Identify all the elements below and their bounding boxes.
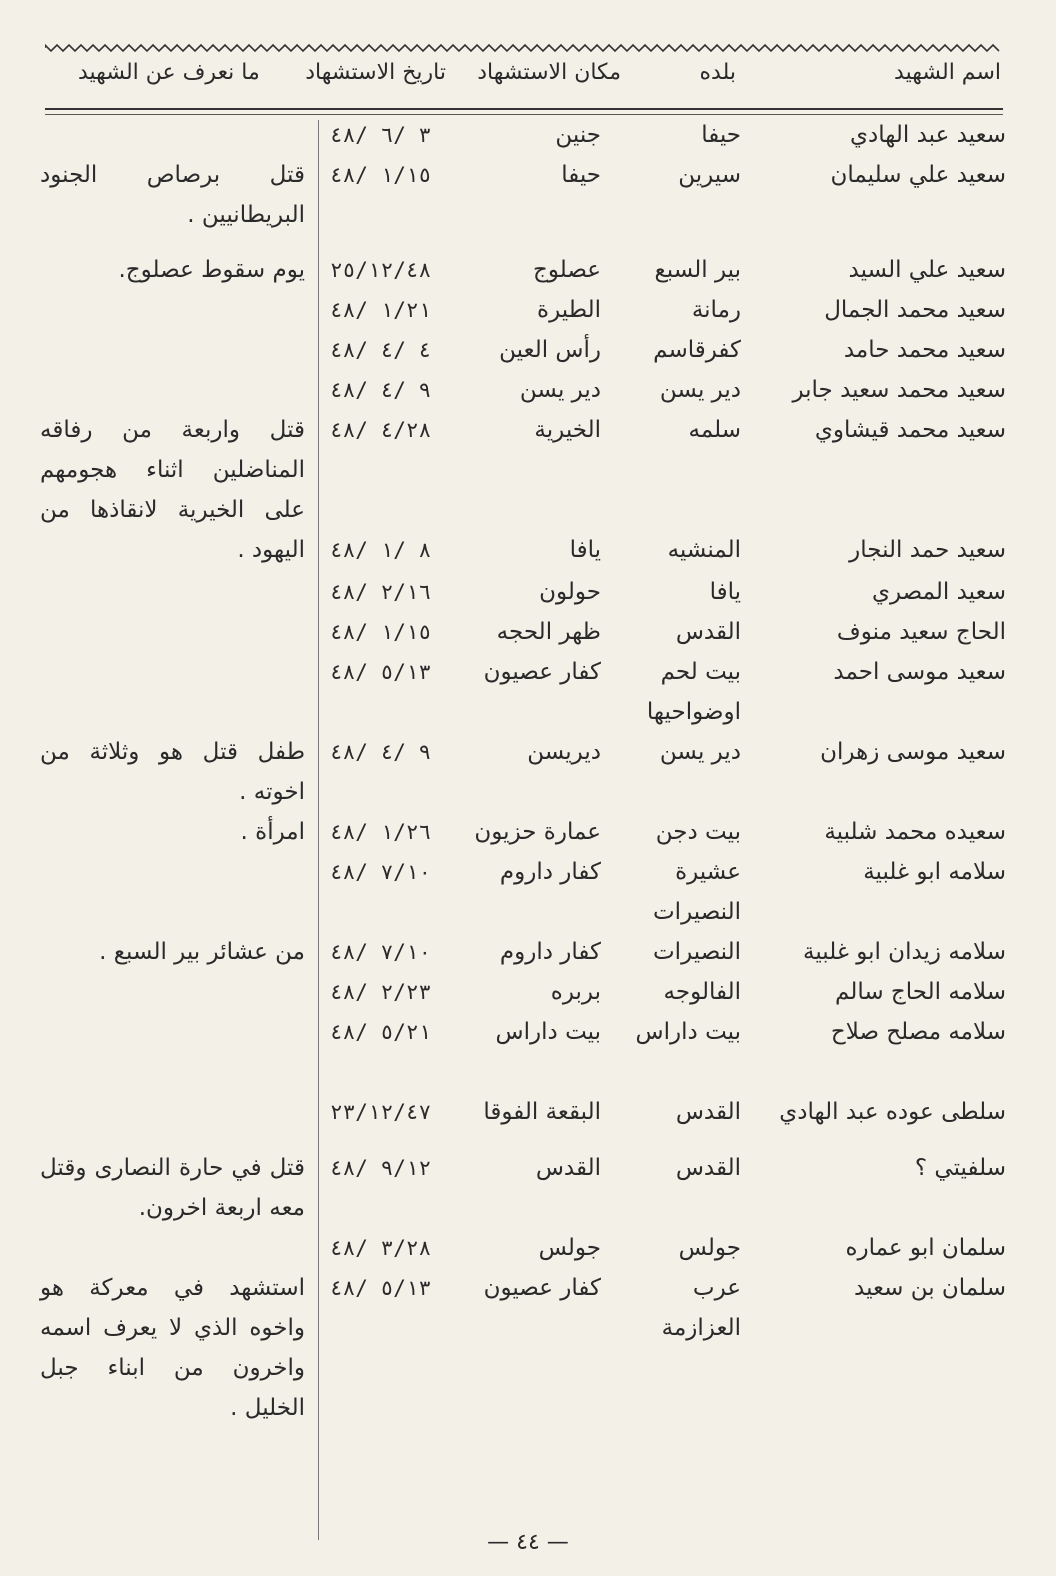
martyr-note: استشهد في معركة هو واخوه الذي لا يعرف اسمه واخرون من ابناء جبل الخليل . [40, 1275, 305, 1421]
martyrdom-date: ٥/٢١ /٤٨ [330, 1020, 432, 1044]
martyrdom-place: كفار عصيون [483, 659, 601, 685]
martyrdom-place: حيفا [561, 162, 601, 188]
martyr-name: سلامه الحاج سالم [835, 979, 1006, 1005]
martyr-town: سلمه [688, 417, 741, 443]
martyrdom-place: رأس العين [499, 337, 601, 363]
martyr-town: بيت لحم اوضواحيها [646, 659, 741, 725]
martyrdom-place: دير يسن [519, 377, 601, 403]
martyrdom-place: كفار عصيون [483, 1275, 601, 1301]
martyrdom-date: ٢/١٦ /٤٨ [330, 580, 432, 604]
martyr-town: الفالوجه [663, 979, 741, 1005]
martyr-town: جولس [678, 1235, 741, 1261]
martyrdom-date: ٥/١٣ /٤٨ [330, 660, 432, 684]
martyr-name: سعيد محمد الجمال [824, 297, 1006, 323]
martyr-town: القدس [675, 1155, 741, 1181]
martyr-name: سعيد محمد حامد [843, 337, 1006, 363]
header-note: ما نعرف عن الشهيد [78, 60, 260, 85]
martyrdom-place: يافا [569, 537, 601, 563]
martyr-town: القدس [675, 619, 741, 645]
martyrdom-date: ١/٢١ /٤٨ [330, 298, 432, 322]
martyr-town: عشيرة النصيرات [653, 859, 741, 925]
martyrdom-date: ٧/١٠ /٤٨ [330, 860, 432, 884]
martyr-town: سيرين [678, 162, 741, 188]
martyr-name: سلامه مصلح صلاح [830, 1019, 1006, 1045]
martyrdom-place: جنين [555, 122, 601, 148]
wavy-top-rule [45, 40, 1003, 56]
martyrdom-date: ٥/١٣ /٤٨ [330, 1276, 432, 1300]
martyrdom-place: كفار داروم [499, 859, 601, 885]
martyrdom-date: ٢٥/١٢/٤٨ [330, 258, 432, 282]
martyrdom-date: ٨ /١ /٤٨ [330, 538, 432, 562]
martyrdom-place: حولون [539, 579, 601, 605]
martyrdom-place: بربره [550, 979, 601, 1005]
martyr-name: سعيد موسى زهران [820, 739, 1006, 765]
martyrdom-place: عمارة حزيون [474, 819, 601, 845]
header-place: مكان الاستشهاد [477, 60, 621, 85]
martyrdom-place: الخيرية [534, 417, 601, 443]
martyrdom-date: ٩ /٤ /٤٨ [330, 740, 432, 764]
martyr-town: رمانة [691, 297, 741, 323]
martyr-town: المنشيه [667, 537, 741, 563]
martyrdom-place: كفار داروم [499, 939, 601, 965]
header-date: تاريخ الاستشهاد [305, 60, 446, 85]
martyr-name: سعيده محمد شلبية [824, 819, 1006, 845]
martyrdom-place: عصلوج [532, 257, 601, 283]
martyr-town: بيت داراس [635, 1019, 741, 1045]
martyrdom-date: ٢٣/١٢/٤٧ [330, 1100, 432, 1124]
martyrdom-place: ظهر الحجه [496, 619, 601, 645]
martyr-note: قتل برصاص الجنود البريطانيين . [40, 162, 305, 228]
martyr-town: عرب العزازمة [661, 1275, 741, 1341]
martyr-name: سلطى عوده عبد الهادي [779, 1099, 1006, 1125]
header-town: بلده [699, 60, 736, 85]
martyr-name: سلفيتي ؟ [914, 1155, 1006, 1181]
martyrdom-place: ديريسن [527, 739, 601, 765]
martyr-note: قتل في حارة النصارى وقتل معه اربعة اخرون. [40, 1155, 305, 1221]
martyrdom-date: ٤ /٤ /٤٨ [330, 338, 432, 362]
martyr-name: سعيد المصري [871, 579, 1006, 605]
martyr-town: بيت دجن [655, 819, 741, 845]
header-rule [45, 108, 1003, 110]
martyr-name: سلمان بن سعيد [854, 1275, 1006, 1301]
martyrdom-place: البقعة الفوقا [483, 1099, 601, 1125]
martyrdom-date: ٣ /٦ /٤٨ [330, 123, 432, 147]
martyrdom-place: القدس [535, 1155, 601, 1181]
martyr-note: قتل واربعة من رفاقه المناضلين اثناء هجومهم على الخيرية لانقاذها من اليهود . [40, 417, 305, 563]
martyr-name: سعيد محمد سعيد جابر [792, 377, 1006, 403]
notes-column-divider [318, 120, 319, 1540]
martyrdom-place: جولس [538, 1235, 601, 1261]
martyr-note: من عشائر بير السبع . [99, 939, 305, 965]
martyrdom-date: ١/١٥ /٤٨ [330, 163, 432, 187]
martyrdom-place: بيت داراس [495, 1019, 601, 1045]
martyr-town: بير السبع [654, 257, 741, 283]
martyr-name: سلامه زيدان ابو غلبية [803, 939, 1006, 965]
martyr-name: سعيد علي السيد [848, 257, 1006, 283]
martyr-name: سعيد محمد قيشاوي [814, 417, 1006, 443]
martyrdom-date: ٣/٢٨ /٤٨ [330, 1236, 432, 1260]
martyr-name: سعيد حمد النجار [849, 537, 1006, 563]
martyr-name: سعيد موسى احمد [833, 659, 1006, 685]
martyr-name: سعيد عبد الهادي [850, 122, 1006, 148]
page-number: — ٤٤ — [487, 1530, 569, 1555]
header-name: اسم الشهيد [894, 60, 1001, 85]
martyrdom-date: ١/١٥ /٤٨ [330, 620, 432, 644]
martyr-town: القدس [675, 1099, 741, 1125]
martyr-town: دير يسن [659, 739, 741, 765]
martyr-town: حيفا [701, 122, 741, 148]
martyr-town: يافا [709, 579, 741, 605]
martyr-name: سلامه ابو غلبية [863, 859, 1006, 885]
martyr-note: يوم سقوط عصلوج. [118, 257, 305, 283]
martyrdom-date: ٩ /٤ /٤٨ [330, 378, 432, 402]
martyr-town: النصيرات [653, 939, 741, 965]
martyr-name: الحاج سعيد منوف [836, 619, 1006, 645]
martyrdom-date: ١/٢٦ /٤٨ [330, 820, 432, 844]
martyrdom-date: ٧/١٠ /٤٨ [330, 940, 432, 964]
martyrdom-date: ٤/٢٨ /٤٨ [330, 418, 432, 442]
martyr-note: امرأة . [240, 819, 305, 845]
martyrdom-date: ٩/١٢ /٤٨ [330, 1156, 432, 1180]
martyr-town: دير يسن [659, 377, 741, 403]
martyr-town: كفرقاسم [653, 337, 741, 363]
martyrdom-place: الطيرة [537, 297, 601, 323]
martyrdom-date: ٢/٢٣ /٤٨ [330, 980, 432, 1004]
martyr-name: سلمان ابو عماره [845, 1235, 1006, 1261]
martyr-note: طفل قتل هو وثلاثة من اخوته . [40, 739, 305, 805]
martyr-name: سعيد علي سليمان [830, 162, 1006, 188]
